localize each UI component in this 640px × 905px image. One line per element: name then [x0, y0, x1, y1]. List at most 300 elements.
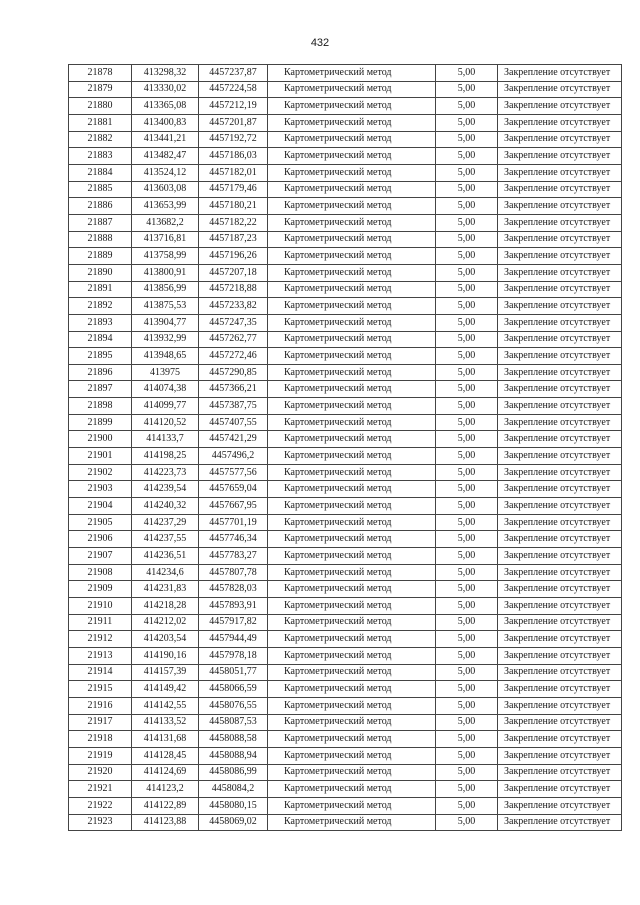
accuracy-cell: 5,00 [436, 531, 498, 548]
x-coordinate-cell: 413975 [132, 364, 199, 381]
point-number-cell: 21890 [69, 264, 132, 281]
table-row [69, 398, 622, 415]
table-row [69, 431, 622, 448]
accuracy-cell: 5,00 [436, 214, 498, 231]
accuracy-cell: 5,00 [436, 248, 498, 265]
point-number-cell: 21880 [69, 98, 132, 115]
x-coordinate-cell: 414131,68 [132, 731, 199, 748]
table-row [69, 814, 622, 831]
fixation-cell: Закрепление отсутствует [498, 348, 622, 365]
table-row [69, 414, 622, 431]
method-cell: Картометрический метод [268, 464, 436, 481]
accuracy-cell: 5,00 [436, 65, 498, 82]
point-number-cell: 21908 [69, 564, 132, 581]
method-cell: Картометрический метод [268, 314, 436, 331]
fixation-cell: Закрепление отсутствует [498, 414, 622, 431]
y-coordinate-cell: 4457577,56 [199, 464, 268, 481]
method-cell: Картометрический метод [268, 214, 436, 231]
point-number-cell: 21896 [69, 364, 132, 381]
table-row [69, 364, 622, 381]
accuracy-cell: 5,00 [436, 498, 498, 515]
point-number-cell: 21897 [69, 381, 132, 398]
x-coordinate-cell: 413800,91 [132, 264, 199, 281]
y-coordinate-cell: 4457196,26 [199, 248, 268, 265]
accuracy-cell: 5,00 [436, 314, 498, 331]
accuracy-cell: 5,00 [436, 631, 498, 648]
y-coordinate-cell: 4457179,46 [199, 181, 268, 198]
fixation-cell: Закрепление отсутствует [498, 148, 622, 165]
point-number-cell: 21919 [69, 747, 132, 764]
fixation-cell: Закрепление отсутствует [498, 714, 622, 731]
method-cell: Картометрический метод [268, 231, 436, 248]
accuracy-cell: 5,00 [436, 448, 498, 465]
accuracy-cell: 5,00 [436, 647, 498, 664]
x-coordinate-cell: 414149,42 [132, 681, 199, 698]
point-number-cell: 21883 [69, 148, 132, 165]
table-row [69, 631, 622, 648]
fixation-cell: Закрепление отсутствует [498, 531, 622, 548]
method-cell: Картометрический метод [268, 714, 436, 731]
y-coordinate-cell: 4457893,91 [199, 598, 268, 615]
x-coordinate-cell: 413298,32 [132, 65, 199, 82]
x-coordinate-cell: 413716,81 [132, 231, 199, 248]
accuracy-cell: 5,00 [436, 814, 498, 831]
x-coordinate-cell: 414128,45 [132, 747, 199, 764]
y-coordinate-cell: 4457237,87 [199, 65, 268, 82]
fixation-cell: Закрепление отсутствует [498, 381, 622, 398]
fixation-cell: Закрепление отсутствует [498, 198, 622, 215]
fixation-cell: Закрепление отсутствует [498, 65, 622, 82]
x-coordinate-cell: 413875,53 [132, 298, 199, 315]
point-number-cell: 21918 [69, 731, 132, 748]
y-coordinate-cell: 4457224,58 [199, 81, 268, 98]
method-cell: Картометрический метод [268, 814, 436, 831]
point-number-cell: 21899 [69, 414, 132, 431]
x-coordinate-cell: 414124,69 [132, 764, 199, 781]
y-coordinate-cell: 4457192,72 [199, 131, 268, 148]
accuracy-cell: 5,00 [436, 614, 498, 631]
method-cell: Картометрический метод [268, 364, 436, 381]
x-coordinate-cell: 414074,38 [132, 381, 199, 398]
accuracy-cell: 5,00 [436, 697, 498, 714]
method-cell: Картометрический метод [268, 281, 436, 298]
y-coordinate-cell: 4457187,23 [199, 231, 268, 248]
y-coordinate-cell: 4457421,29 [199, 431, 268, 448]
fixation-cell: Закрепление отсутствует [498, 181, 622, 198]
table-row [69, 481, 622, 498]
table-row [69, 264, 622, 281]
x-coordinate-cell: 414236,51 [132, 548, 199, 565]
x-coordinate-cell: 414218,28 [132, 598, 199, 615]
x-coordinate-cell: 414198,25 [132, 448, 199, 465]
point-number-cell: 21906 [69, 531, 132, 548]
fixation-cell: Закрепление отсутствует [498, 81, 622, 98]
point-number-cell: 21894 [69, 331, 132, 348]
table-row [69, 697, 622, 714]
fixation-cell: Закрепление отсутствует [498, 131, 622, 148]
table-row [69, 598, 622, 615]
y-coordinate-cell: 4457783,27 [199, 548, 268, 565]
method-cell: Картометрический метод [268, 198, 436, 215]
table-row [69, 281, 622, 298]
fixation-cell: Закрепление отсутствует [498, 498, 622, 515]
y-coordinate-cell: 4457366,21 [199, 381, 268, 398]
y-coordinate-cell: 4457262,77 [199, 331, 268, 348]
x-coordinate-cell: 414237,55 [132, 531, 199, 548]
table-row [69, 764, 622, 781]
accuracy-cell: 5,00 [436, 181, 498, 198]
y-coordinate-cell: 4457218,88 [199, 281, 268, 298]
point-number-cell: 21887 [69, 214, 132, 231]
method-cell: Картометрический метод [268, 414, 436, 431]
point-number-cell: 21916 [69, 697, 132, 714]
method-cell: Картометрический метод [268, 598, 436, 615]
fixation-cell: Закрепление отсутствует [498, 214, 622, 231]
method-cell: Картометрический метод [268, 664, 436, 681]
point-number-cell: 21881 [69, 114, 132, 131]
method-cell: Картометрический метод [268, 498, 436, 515]
x-coordinate-cell: 413330,02 [132, 81, 199, 98]
point-number-cell: 21898 [69, 398, 132, 415]
y-coordinate-cell: 4457407,55 [199, 414, 268, 431]
table-row [69, 381, 622, 398]
fixation-cell: Закрепление отсутствует [498, 548, 622, 565]
fixation-cell: Закрепление отсутствует [498, 797, 622, 814]
table-row [69, 514, 622, 531]
x-coordinate-cell: 413932,99 [132, 331, 199, 348]
x-coordinate-cell: 414157,39 [132, 664, 199, 681]
point-number-cell: 21912 [69, 631, 132, 648]
x-coordinate-cell: 413441,21 [132, 131, 199, 148]
fixation-cell: Закрепление отсутствует [498, 598, 622, 615]
table-row [69, 131, 622, 148]
fixation-cell: Закрепление отсутствует [498, 331, 622, 348]
accuracy-cell: 5,00 [436, 664, 498, 681]
fixation-cell: Закрепление отсутствует [498, 264, 622, 281]
table-row [69, 314, 622, 331]
x-coordinate-cell: 413400,83 [132, 114, 199, 131]
method-cell: Картометрический метод [268, 797, 436, 814]
table-row [69, 647, 622, 664]
point-number-cell: 21885 [69, 181, 132, 198]
method-cell: Картометрический метод [268, 631, 436, 648]
table-row [69, 464, 622, 481]
table-row [69, 248, 622, 265]
x-coordinate-cell: 414123,88 [132, 814, 199, 831]
x-coordinate-cell: 414120,52 [132, 414, 199, 431]
accuracy-cell: 5,00 [436, 464, 498, 481]
table-row [69, 531, 622, 548]
accuracy-cell: 5,00 [436, 414, 498, 431]
accuracy-cell: 5,00 [436, 681, 498, 698]
accuracy-cell: 5,00 [436, 231, 498, 248]
table-row [69, 581, 622, 598]
fixation-cell: Закрепление отсутствует [498, 631, 622, 648]
table-row [69, 331, 622, 348]
fixation-cell: Закрепление отсутствует [498, 114, 622, 131]
y-coordinate-cell: 4457807,78 [199, 564, 268, 581]
fixation-cell: Закрепление отсутствует [498, 481, 622, 498]
x-coordinate-cell: 414203,54 [132, 631, 199, 648]
point-number-cell: 21886 [69, 198, 132, 215]
accuracy-cell: 5,00 [436, 298, 498, 315]
x-coordinate-cell: 414223,73 [132, 464, 199, 481]
method-cell: Картометрический метод [268, 431, 436, 448]
point-number-cell: 21909 [69, 581, 132, 598]
point-number-cell: 21895 [69, 348, 132, 365]
y-coordinate-cell: 4457387,75 [199, 398, 268, 415]
table-row [69, 564, 622, 581]
accuracy-cell: 5,00 [436, 331, 498, 348]
accuracy-cell: 5,00 [436, 198, 498, 215]
point-number-cell: 21922 [69, 797, 132, 814]
table-row [69, 797, 622, 814]
y-coordinate-cell: 4458066,59 [199, 681, 268, 698]
y-coordinate-cell: 4457667,95 [199, 498, 268, 515]
x-coordinate-cell: 413653,99 [132, 198, 199, 215]
x-coordinate-cell: 414240,32 [132, 498, 199, 515]
accuracy-cell: 5,00 [436, 764, 498, 781]
page-number: 432 [310, 37, 330, 49]
fixation-cell: Закрепление отсутствует [498, 614, 622, 631]
y-coordinate-cell: 4457944,49 [199, 631, 268, 648]
fixation-cell: Закрепление отсутствует [498, 164, 622, 181]
table-row [69, 781, 622, 798]
fixation-cell: Закрепление отсутствует [498, 514, 622, 531]
y-coordinate-cell: 4458087,53 [199, 714, 268, 731]
method-cell: Картометрический метод [268, 65, 436, 82]
x-coordinate-cell: 413682,2 [132, 214, 199, 231]
point-number-cell: 21911 [69, 614, 132, 631]
method-cell: Картометрический метод [268, 164, 436, 181]
fixation-cell: Закрепление отсутствует [498, 314, 622, 331]
accuracy-cell: 5,00 [436, 714, 498, 731]
y-coordinate-cell: 4457233,82 [199, 298, 268, 315]
method-cell: Картометрический метод [268, 81, 436, 98]
table-row [69, 498, 622, 515]
point-number-cell: 21923 [69, 814, 132, 831]
accuracy-cell: 5,00 [436, 114, 498, 131]
method-cell: Картометрический метод [268, 348, 436, 365]
fixation-cell: Закрепление отсутствует [498, 747, 622, 764]
x-coordinate-cell: 414231,83 [132, 581, 199, 598]
y-coordinate-cell: 4457182,22 [199, 214, 268, 231]
point-number-cell: 21888 [69, 231, 132, 248]
x-coordinate-cell: 414234,6 [132, 564, 199, 581]
method-cell: Картометрический метод [268, 114, 436, 131]
point-number-cell: 21893 [69, 314, 132, 331]
accuracy-cell: 5,00 [436, 98, 498, 115]
fixation-cell: Закрепление отсутствует [498, 664, 622, 681]
y-coordinate-cell: 4457207,18 [199, 264, 268, 281]
x-coordinate-cell: 414133,7 [132, 431, 199, 448]
table-row [69, 148, 622, 165]
fixation-cell: Закрепление отсутствует [498, 248, 622, 265]
accuracy-cell: 5,00 [436, 731, 498, 748]
fixation-cell: Закрепление отсутствует [498, 781, 622, 798]
y-coordinate-cell: 4457186,03 [199, 148, 268, 165]
accuracy-cell: 5,00 [436, 564, 498, 581]
x-coordinate-cell: 413758,99 [132, 248, 199, 265]
x-coordinate-cell: 414190,16 [132, 647, 199, 664]
table-row [69, 81, 622, 98]
accuracy-cell: 5,00 [436, 797, 498, 814]
y-coordinate-cell: 4458084,2 [199, 781, 268, 798]
method-cell: Картометрический метод [268, 381, 436, 398]
accuracy-cell: 5,00 [436, 431, 498, 448]
point-number-cell: 21913 [69, 647, 132, 664]
method-cell: Картометрический метод [268, 647, 436, 664]
x-coordinate-cell: 414123,2 [132, 781, 199, 798]
y-coordinate-cell: 4458088,58 [199, 731, 268, 748]
table-row [69, 298, 622, 315]
table-row [69, 164, 622, 181]
y-coordinate-cell: 4458088,94 [199, 747, 268, 764]
point-number-cell: 21878 [69, 65, 132, 82]
table-row [69, 214, 622, 231]
fixation-cell: Закрепление отсутствует [498, 231, 622, 248]
y-coordinate-cell: 4457290,85 [199, 364, 268, 381]
point-number-cell: 21917 [69, 714, 132, 731]
method-cell: Картометрический метод [268, 764, 436, 781]
method-cell: Картометрический метод [268, 481, 436, 498]
accuracy-cell: 5,00 [436, 364, 498, 381]
point-number-cell: 21905 [69, 514, 132, 531]
fixation-cell: Закрепление отсутствует [498, 697, 622, 714]
table-row [69, 714, 622, 731]
y-coordinate-cell: 4457201,87 [199, 114, 268, 131]
y-coordinate-cell: 4458076,55 [199, 697, 268, 714]
y-coordinate-cell: 4457978,18 [199, 647, 268, 664]
point-number-cell: 21921 [69, 781, 132, 798]
x-coordinate-cell: 413524,12 [132, 164, 199, 181]
fixation-cell: Закрепление отсутствует [498, 581, 622, 598]
method-cell: Картометрический метод [268, 181, 436, 198]
point-number-cell: 21901 [69, 448, 132, 465]
method-cell: Картометрический метод [268, 581, 436, 598]
accuracy-cell: 5,00 [436, 781, 498, 798]
y-coordinate-cell: 4457496,2 [199, 448, 268, 465]
method-cell: Картометрический метод [268, 131, 436, 148]
method-cell: Картометрический метод [268, 531, 436, 548]
point-number-cell: 21882 [69, 131, 132, 148]
accuracy-cell: 5,00 [436, 381, 498, 398]
x-coordinate-cell: 413603,08 [132, 181, 199, 198]
y-coordinate-cell: 4457746,34 [199, 531, 268, 548]
x-coordinate-cell: 414142,55 [132, 697, 199, 714]
point-number-cell: 21891 [69, 281, 132, 298]
x-coordinate-cell: 414237,29 [132, 514, 199, 531]
fixation-cell: Закрепление отсутствует [498, 364, 622, 381]
x-coordinate-cell: 414239,54 [132, 481, 199, 498]
x-coordinate-cell: 414133,52 [132, 714, 199, 731]
method-cell: Картометрический метод [268, 248, 436, 265]
x-coordinate-cell: 413948,65 [132, 348, 199, 365]
accuracy-cell: 5,00 [436, 131, 498, 148]
method-cell: Картометрический метод [268, 747, 436, 764]
point-number-cell: 21900 [69, 431, 132, 448]
accuracy-cell: 5,00 [436, 747, 498, 764]
point-number-cell: 21904 [69, 498, 132, 515]
accuracy-cell: 5,00 [436, 148, 498, 165]
x-coordinate-cell: 414122,89 [132, 797, 199, 814]
fixation-cell: Закрепление отсутствует [498, 98, 622, 115]
method-cell: Картометрический метод [268, 514, 436, 531]
table-row [69, 614, 622, 631]
fixation-cell: Закрепление отсутствует [498, 731, 622, 748]
coordinates-table [68, 64, 622, 831]
fixation-cell: Закрепление отсутствует [498, 764, 622, 781]
fixation-cell: Закрепление отсутствует [498, 464, 622, 481]
accuracy-cell: 5,00 [436, 581, 498, 598]
point-number-cell: 21907 [69, 548, 132, 565]
y-coordinate-cell: 4457182,01 [199, 164, 268, 181]
table-row [69, 181, 622, 198]
table-row [69, 231, 622, 248]
table-row [69, 747, 622, 764]
fixation-cell: Закрепление отсутствует [498, 564, 622, 581]
accuracy-cell: 5,00 [436, 281, 498, 298]
point-number-cell: 21920 [69, 764, 132, 781]
method-cell: Картометрический метод [268, 448, 436, 465]
y-coordinate-cell: 4457272,46 [199, 348, 268, 365]
fixation-cell: Закрепление отсутствует [498, 398, 622, 415]
x-coordinate-cell: 413365,08 [132, 98, 199, 115]
point-number-cell: 21892 [69, 298, 132, 315]
table-row [69, 198, 622, 215]
method-cell: Картометрический метод [268, 298, 436, 315]
point-number-cell: 21879 [69, 81, 132, 98]
accuracy-cell: 5,00 [436, 348, 498, 365]
y-coordinate-cell: 4457659,04 [199, 481, 268, 498]
accuracy-cell: 5,00 [436, 548, 498, 565]
fixation-cell: Закрепление отсутствует [498, 448, 622, 465]
table-row [69, 664, 622, 681]
method-cell: Картометрический метод [268, 614, 436, 631]
table-row [69, 681, 622, 698]
point-number-cell: 21903 [69, 481, 132, 498]
accuracy-cell: 5,00 [436, 514, 498, 531]
method-cell: Картометрический метод [268, 264, 436, 281]
y-coordinate-cell: 4457212,19 [199, 98, 268, 115]
method-cell: Картометрический метод [268, 731, 436, 748]
point-number-cell: 21889 [69, 248, 132, 265]
y-coordinate-cell: 4458086,99 [199, 764, 268, 781]
point-number-cell: 21902 [69, 464, 132, 481]
x-coordinate-cell: 413856,99 [132, 281, 199, 298]
y-coordinate-cell: 4457917,82 [199, 614, 268, 631]
table-row [69, 65, 622, 82]
fixation-cell: Закрепление отсутствует [498, 647, 622, 664]
method-cell: Картометрический метод [268, 781, 436, 798]
table-row [69, 548, 622, 565]
table-row [69, 114, 622, 131]
method-cell: Картометрический метод [268, 681, 436, 698]
point-number-cell: 21914 [69, 664, 132, 681]
fixation-cell: Закрепление отсутствует [498, 281, 622, 298]
x-coordinate-cell: 413904,77 [132, 314, 199, 331]
method-cell: Картометрический метод [268, 98, 436, 115]
fixation-cell: Закрепление отсутствует [498, 431, 622, 448]
method-cell: Картометрический метод [268, 548, 436, 565]
y-coordinate-cell: 4458080,15 [199, 797, 268, 814]
y-coordinate-cell: 4457180,21 [199, 198, 268, 215]
method-cell: Картометрический метод [268, 331, 436, 348]
table-row [69, 98, 622, 115]
table-row [69, 731, 622, 748]
x-coordinate-cell: 414099,77 [132, 398, 199, 415]
method-cell: Картометрический метод [268, 398, 436, 415]
